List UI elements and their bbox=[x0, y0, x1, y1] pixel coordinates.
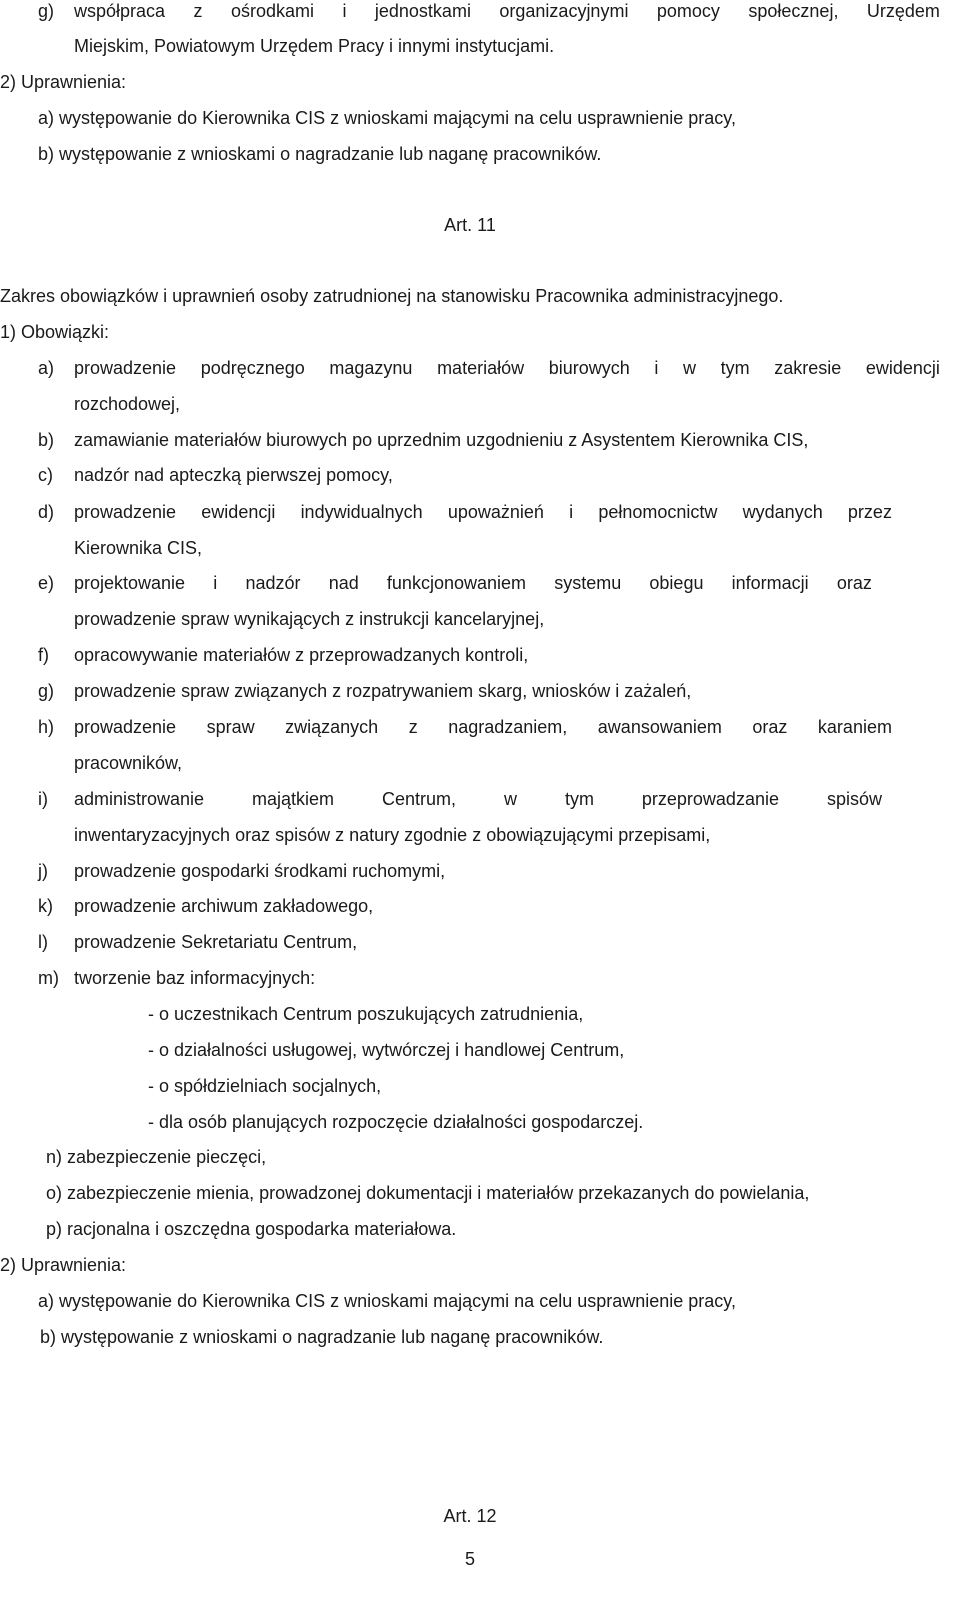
word: projektowanie bbox=[74, 573, 186, 593]
list-marker-a: a) bbox=[38, 358, 55, 378]
word: funkcjonowaniem bbox=[386, 573, 526, 593]
word: spisów bbox=[826, 789, 882, 809]
duty-e-line2: prowadzenie spraw wynikających z instrukcji kancelaryjnej, bbox=[74, 609, 545, 629]
duty-j: prowadzenie gospodarki środkami ruchomymi, bbox=[74, 861, 446, 881]
database-item: - dla osób planujących rozpoczęcie działalności gospodarczej. bbox=[148, 1112, 644, 1132]
word: i bbox=[569, 502, 574, 522]
word: karaniem bbox=[817, 717, 892, 737]
duty-d-line2: Kierownika CIS, bbox=[74, 538, 203, 558]
duty-p: p) racjonalna i oszczędna gospodarka materiałowa. bbox=[46, 1219, 457, 1239]
duty-m: tworzenie baz informacyjnych: bbox=[74, 968, 316, 988]
word: informacji bbox=[731, 573, 809, 593]
list-marker-l: l) bbox=[38, 932, 48, 952]
list-marker-e: e) bbox=[38, 573, 55, 593]
word: spraw bbox=[206, 717, 255, 737]
duty-i-line2: inwentaryzacyjnych oraz spisów z natury zgodnie z obowiązującymi przepisami, bbox=[74, 825, 711, 845]
database-item: - o spółdzielniach socjalnych, bbox=[148, 1076, 382, 1096]
word: pomocy bbox=[656, 1, 720, 21]
word: przeprowadzanie bbox=[641, 789, 779, 809]
word: obiegu bbox=[649, 573, 704, 593]
word: jednostkami bbox=[374, 1, 471, 21]
word: Urzędem bbox=[866, 1, 940, 21]
duty-i-line1 bbox=[74, 788, 882, 810]
word: związanych bbox=[285, 717, 379, 737]
article-11-heading: Art. 11 bbox=[444, 215, 496, 235]
article-11-title: Zakres obowiązków i uprawnień osoby zatrudnionej na stanowisku Pracownika administracyjnego. bbox=[0, 286, 784, 306]
permissions-heading-top: 2) Uprawnienia: bbox=[0, 72, 127, 92]
word: podręcznego bbox=[200, 358, 305, 378]
duty-n: n) zabezpieczenie pieczęci, bbox=[46, 1147, 267, 1167]
list-marker-h: h) bbox=[38, 717, 55, 737]
permission-a-top: a) występowanie do Kierownika CIS z wnioskami mającymi na celu usprawnienie pracy, bbox=[38, 108, 736, 128]
word: Centrum, bbox=[382, 789, 457, 809]
word: magazynu bbox=[329, 358, 413, 378]
list-marker-i: i) bbox=[38, 789, 48, 809]
duty-k: prowadzenie archiwum zakładowego, bbox=[74, 896, 374, 916]
article-12-heading: Art. 12 bbox=[443, 1506, 497, 1526]
list-marker-c: c) bbox=[38, 465, 53, 485]
item-g-cooperation-line1 bbox=[74, 0, 940, 22]
word: oraz bbox=[836, 573, 872, 593]
list-marker-g2: g) bbox=[38, 681, 55, 701]
word: zakresie bbox=[774, 358, 842, 378]
word: tym bbox=[720, 358, 750, 378]
word: z bbox=[193, 1, 203, 21]
duty-l: prowadzenie Sekretariatu Centrum, bbox=[74, 932, 358, 952]
word: ewidencji bbox=[201, 502, 276, 522]
permissions-heading: 2) Uprawnienia: bbox=[0, 1255, 127, 1275]
word: i bbox=[342, 1, 347, 21]
word: systemu bbox=[554, 573, 622, 593]
word: oraz bbox=[752, 717, 788, 737]
duty-h-line1 bbox=[74, 716, 892, 738]
duty-o: o) zabezpieczenie mienia, prowadzonej dokumentacji i materiałów przekazanych do powielania, bbox=[46, 1183, 810, 1203]
duty-f: opracowywanie materiałów z przeprowadzanych kontroli, bbox=[74, 645, 529, 665]
word: współpraca bbox=[74, 1, 166, 21]
word: nadzór bbox=[245, 573, 301, 593]
word: i bbox=[654, 358, 659, 378]
duty-b: zamawianie materiałów biurowych po uprzednim uzgodnieniu z Asystentem Kierownika CIS, bbox=[74, 430, 809, 450]
duty-a-line2: rozchodowej, bbox=[74, 394, 181, 414]
word: upoważnień bbox=[447, 502, 544, 522]
word: prowadzenie bbox=[74, 358, 177, 378]
word: administrowanie bbox=[74, 789, 205, 809]
list-marker-j: j) bbox=[38, 861, 48, 881]
list-marker-b: b) bbox=[38, 430, 55, 450]
word: majątkiem bbox=[252, 789, 335, 809]
word: z bbox=[408, 717, 418, 737]
database-item: - o uczestnikach Centrum poszukujących zatrudnienia, bbox=[148, 1004, 584, 1024]
list-marker-k: k) bbox=[38, 896, 53, 916]
duty-c: nadzór nad apteczką pierwszej pomocy, bbox=[74, 465, 393, 485]
word: pełnomocnictw bbox=[598, 502, 718, 522]
word: prowadzenie bbox=[74, 717, 177, 737]
page-number: 5 bbox=[464, 1549, 475, 1569]
list-marker-d: d) bbox=[38, 502, 55, 522]
word: tym bbox=[564, 789, 594, 809]
duties-heading: 1) Obowiązki: bbox=[0, 322, 110, 342]
word: nad bbox=[328, 573, 359, 593]
permission-b-top: b) występowanie z wnioskami o nagradzanie lub naganę pracowników. bbox=[38, 144, 602, 164]
word: nagradzaniem, bbox=[448, 717, 568, 737]
duty-d-line1 bbox=[74, 501, 892, 523]
word: przez bbox=[847, 502, 892, 522]
word: biurowych bbox=[548, 358, 630, 378]
word: materiałów bbox=[437, 358, 525, 378]
word: wydanych bbox=[742, 502, 823, 522]
word: w bbox=[682, 358, 696, 378]
word: i bbox=[213, 573, 218, 593]
word: ewidencji bbox=[865, 358, 940, 378]
database-item: - o działalności usługowej, wytwórczej i handlowej Centrum, bbox=[148, 1040, 625, 1060]
list-marker-f: f) bbox=[38, 645, 49, 665]
duty-g: prowadzenie spraw związanych z rozpatrywaniem skarg, wniosków i zażaleń, bbox=[74, 681, 692, 701]
permission-b: b) występowanie z wnioskami o nagradzanie lub naganę pracowników. bbox=[40, 1327, 604, 1347]
word: indywidualnych bbox=[300, 502, 423, 522]
duty-h-line2: pracowników, bbox=[74, 753, 183, 773]
permission-a: a) występowanie do Kierownika CIS z wnioskami mającymi na celu usprawnienie pracy, bbox=[38, 1291, 736, 1311]
list-marker-g: g) bbox=[38, 1, 55, 21]
list-marker-m: m) bbox=[38, 968, 59, 988]
item-g-cooperation-line2: Miejskim, Powiatowym Urzędem Pracy i innymi instytucjami. bbox=[74, 36, 555, 56]
word: awansowaniem bbox=[597, 717, 722, 737]
word: w bbox=[503, 789, 517, 809]
word: organizacyjnymi bbox=[499, 1, 629, 21]
word: prowadzenie bbox=[74, 502, 177, 522]
word: ośrodkami bbox=[230, 1, 314, 21]
duty-a-line1 bbox=[74, 357, 940, 379]
duty-e-line1 bbox=[74, 572, 872, 594]
word: społecznej, bbox=[748, 1, 839, 21]
